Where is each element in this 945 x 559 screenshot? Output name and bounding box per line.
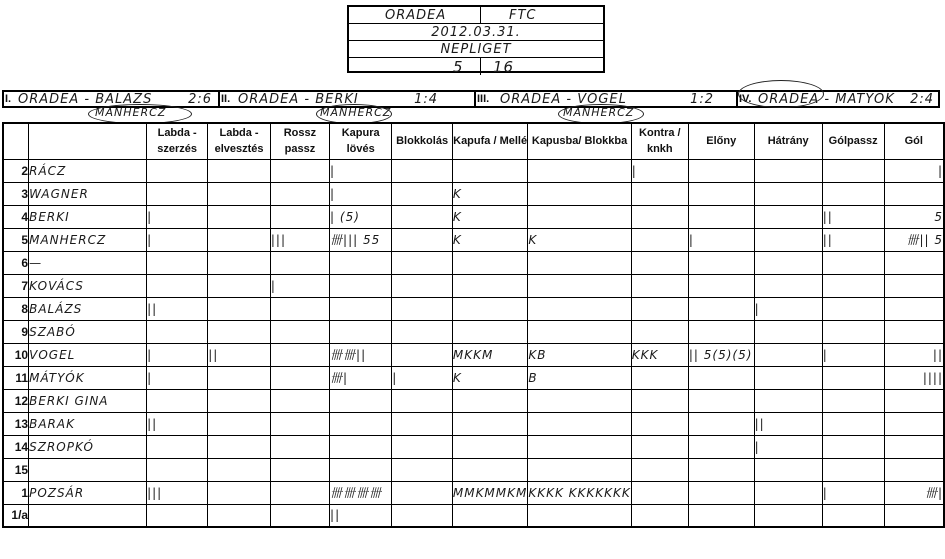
stat-cell <box>754 320 822 343</box>
stat-cell <box>631 251 688 274</box>
player-name <box>29 458 147 481</box>
table-row <box>3 297 944 320</box>
stat-cell <box>688 297 754 320</box>
stat-cell <box>884 320 944 343</box>
stat-cell <box>822 435 884 458</box>
stat-cell <box>884 504 944 527</box>
stat-cell <box>754 458 822 481</box>
goalkeeper-name-1: MANHERCZ <box>95 106 167 119</box>
stat-cell <box>688 366 754 389</box>
stat-cell <box>392 504 453 527</box>
stat-cell <box>330 458 392 481</box>
cap-number: 1 <box>3 481 29 504</box>
stat-cell <box>754 504 822 527</box>
home-score: 5 <box>453 57 464 76</box>
stat-cell <box>754 389 822 412</box>
stat-cell <box>270 458 329 481</box>
stat-cell <box>330 412 392 435</box>
player-name: BALÁZS <box>29 297 147 320</box>
period-1 <box>4 92 220 106</box>
stat-cell <box>528 182 631 205</box>
stat-cell: K <box>452 228 528 251</box>
stat-cell <box>392 274 453 297</box>
stat-cell <box>754 228 822 251</box>
table-row <box>3 389 944 412</box>
stat-cell <box>208 205 271 228</box>
stat-cell <box>452 159 528 182</box>
stat-cell: || 5(5)(5) <box>688 343 754 366</box>
stat-cell <box>392 159 453 182</box>
stat-cell <box>270 412 329 435</box>
stat-cell <box>822 412 884 435</box>
col-disadvantage: Hátrány <box>754 123 822 159</box>
venue-row <box>349 41 603 58</box>
stat-cell: || <box>208 343 271 366</box>
stat-cell <box>528 297 631 320</box>
stat-cell: || <box>822 205 884 228</box>
stat-cell <box>631 389 688 412</box>
stat-cell: | <box>754 297 822 320</box>
stat-cell <box>631 458 688 481</box>
stat-cell <box>528 274 631 297</box>
stat-cell <box>452 297 528 320</box>
stat-cell <box>528 412 631 435</box>
stat-cell <box>208 182 271 205</box>
period-score: 1:4 <box>414 92 438 107</box>
stat-cell <box>528 251 631 274</box>
player-name: SZROPKÓ <box>29 435 147 458</box>
stat-cell <box>208 481 271 504</box>
period-teams: ORADEA - VOGEL <box>500 92 627 107</box>
stat-cell: | <box>270 274 329 297</box>
stat-cell <box>688 205 754 228</box>
period-number: IV. <box>739 93 752 105</box>
stat-cell <box>147 389 208 412</box>
stat-cell <box>392 205 453 228</box>
cap-number: 9 <box>3 320 29 343</box>
player-name: VOGEL <box>29 343 147 366</box>
stat-cell <box>631 320 688 343</box>
player-name <box>29 504 147 527</box>
stat-cell <box>631 182 688 205</box>
stat-cell <box>392 251 453 274</box>
stat-cell <box>688 458 754 481</box>
stat-cell <box>270 320 329 343</box>
stat-cell <box>452 458 528 481</box>
stat-cell <box>452 274 528 297</box>
stat-cell <box>330 274 392 297</box>
table-row <box>3 458 944 481</box>
stat-cell <box>528 435 631 458</box>
table-row <box>3 320 944 343</box>
stat-cell: | <box>884 159 944 182</box>
period-number: III. <box>477 93 490 105</box>
stat-cell: K <box>452 366 528 389</box>
stat-cell <box>822 504 884 527</box>
stat-cell <box>330 389 392 412</box>
header-number <box>3 123 29 159</box>
stat-cell: || <box>754 412 822 435</box>
away-team: FTC <box>509 7 537 23</box>
stat-cell <box>452 412 528 435</box>
stat-cell <box>270 159 329 182</box>
period-teams: ORADEA - BALAZS <box>18 92 153 107</box>
table-row <box>3 159 944 182</box>
stat-cell <box>884 412 944 435</box>
stat-cell <box>631 228 688 251</box>
stat-cell <box>330 251 392 274</box>
table-header-row <box>3 123 944 159</box>
teams-row <box>349 7 603 24</box>
stat-cell <box>884 458 944 481</box>
stat-cell <box>208 297 271 320</box>
stat-cell: 卌| <box>884 481 944 504</box>
stat-cell <box>631 274 688 297</box>
table-row <box>3 343 944 366</box>
stat-cell <box>270 435 329 458</box>
stat-cell <box>147 320 208 343</box>
stat-cell <box>688 435 754 458</box>
stat-cell <box>392 481 453 504</box>
cap-number: 8 <box>3 297 29 320</box>
period-score: 1:2 <box>690 92 714 107</box>
col-ball-gain: Labda - szerzés <box>147 123 208 159</box>
match-date: 2012.03.31. <box>431 24 521 40</box>
player-name: POZSÁR <box>29 481 147 504</box>
col-shot-on-goal: Kapura lövés <box>330 123 392 159</box>
stat-cell: KB <box>528 343 631 366</box>
stat-cell <box>208 389 271 412</box>
stat-cell <box>754 274 822 297</box>
stat-cell <box>822 274 884 297</box>
stat-cell <box>754 159 822 182</box>
stat-cell <box>270 205 329 228</box>
stat-cell: 卌卌卌卌 <box>330 481 392 504</box>
player-name: MÁTYÓK <box>29 366 147 389</box>
stat-cell: MKKM <box>452 343 528 366</box>
table-body <box>3 159 944 527</box>
stat-cell <box>147 504 208 527</box>
stat-cell: || <box>147 412 208 435</box>
goalkeeper-name-2: MANHERCZ <box>320 106 392 119</box>
stat-cell <box>754 366 822 389</box>
cap-number: 4 <box>3 205 29 228</box>
stat-cell <box>147 435 208 458</box>
stat-cell: ||| <box>270 228 329 251</box>
table-row <box>3 228 944 251</box>
stat-cell <box>270 251 329 274</box>
stat-cell <box>631 412 688 435</box>
stat-cell <box>631 504 688 527</box>
cap-number: 13 <box>3 412 29 435</box>
col-block: Blokkolás <box>392 123 453 159</box>
stat-cell: || <box>822 228 884 251</box>
col-bad-pass: Rossz passz <box>270 123 329 159</box>
stat-cell <box>688 504 754 527</box>
stat-cell <box>208 228 271 251</box>
stat-cell: | <box>822 481 884 504</box>
stat-cell <box>270 182 329 205</box>
stat-cell: || <box>330 504 392 527</box>
stat-cell: | <box>147 228 208 251</box>
match-venue: NEPLIGET <box>440 41 512 57</box>
stat-cell <box>822 366 884 389</box>
stat-cell: | <box>688 228 754 251</box>
stat-cell <box>208 458 271 481</box>
stat-cell <box>452 320 528 343</box>
stat-cell <box>147 159 208 182</box>
player-name: BERKI <box>29 205 147 228</box>
stat-cell: MMKMMKM <box>452 481 528 504</box>
player-name: WAGNER <box>29 182 147 205</box>
cap-number: 14 <box>3 435 29 458</box>
stat-cell <box>822 389 884 412</box>
stat-cell: | <box>147 343 208 366</box>
stat-cell <box>631 435 688 458</box>
table-row <box>3 274 944 297</box>
stat-cell: 卌卌|| <box>330 343 392 366</box>
col-advantage: Előny <box>688 123 754 159</box>
stat-cell <box>884 182 944 205</box>
stat-cell <box>208 251 271 274</box>
stat-cell <box>884 389 944 412</box>
stat-cell <box>208 366 271 389</box>
period-teams: ORADEA - BERKI <box>238 92 359 107</box>
stat-cell <box>330 320 392 343</box>
player-name: KOVÁCS <box>29 274 147 297</box>
player-stats-table <box>2 122 945 528</box>
period-score: 2:6 <box>188 92 212 107</box>
stat-cell: B <box>528 366 631 389</box>
stat-cell <box>208 412 271 435</box>
stat-cell <box>884 274 944 297</box>
player-name: BERKI GINA <box>29 389 147 412</box>
stat-cell <box>208 159 271 182</box>
table-row <box>3 412 944 435</box>
stat-cell <box>754 205 822 228</box>
stat-cell <box>270 343 329 366</box>
stat-cell <box>330 435 392 458</box>
stat-cell: | <box>330 182 392 205</box>
stat-cell <box>688 159 754 182</box>
cap-number: 7 <box>3 274 29 297</box>
stat-cell: 卌| <box>330 366 392 389</box>
stat-cell <box>754 481 822 504</box>
stat-cell: | <box>631 159 688 182</box>
stat-cell <box>147 458 208 481</box>
stat-cell <box>688 182 754 205</box>
stat-cell: K <box>452 182 528 205</box>
col-goal: Gól <box>884 123 944 159</box>
stat-cell: | (5) <box>330 205 392 228</box>
stat-cell <box>392 389 453 412</box>
cap-number: 5 <box>3 228 29 251</box>
stat-cell: K <box>528 228 631 251</box>
stat-cell <box>528 320 631 343</box>
stat-cell <box>208 504 271 527</box>
stat-cell <box>631 205 688 228</box>
stat-cell: | <box>822 343 884 366</box>
stat-cell <box>392 412 453 435</box>
table-row <box>3 481 944 504</box>
table-row <box>3 182 944 205</box>
stat-cell <box>270 481 329 504</box>
stat-cell <box>270 366 329 389</box>
stat-cell <box>452 504 528 527</box>
stat-cell <box>528 504 631 527</box>
player-name: MANHERCZ <box>29 228 147 251</box>
stat-cell <box>822 182 884 205</box>
stat-cell <box>688 274 754 297</box>
stat-cell <box>208 320 271 343</box>
stat-cell <box>631 366 688 389</box>
stat-cell <box>822 251 884 274</box>
stat-cell: KKKK KKKKKKK <box>528 481 631 504</box>
stat-cell: || <box>884 343 944 366</box>
stat-cell <box>392 458 453 481</box>
col-post-miss: Kapufa / Mellé <box>452 123 528 159</box>
stat-cell <box>688 389 754 412</box>
stat-cell <box>270 389 329 412</box>
player-name: BARAK <box>29 412 147 435</box>
stat-cell <box>528 159 631 182</box>
stat-cell <box>688 412 754 435</box>
period-number: I. <box>5 93 12 105</box>
table-row <box>3 205 944 228</box>
stat-cell: || <box>147 297 208 320</box>
stat-cell <box>452 251 528 274</box>
stat-cell <box>884 251 944 274</box>
stat-cell: ||| <box>147 481 208 504</box>
stat-cell <box>688 481 754 504</box>
stat-cell: KKK <box>631 343 688 366</box>
stat-cell <box>631 481 688 504</box>
cap-number: 15 <box>3 458 29 481</box>
stat-cell <box>270 504 329 527</box>
period-score: 2:4 <box>910 92 934 107</box>
stat-cell <box>452 435 528 458</box>
cap-number: 12 <box>3 389 29 412</box>
stat-cell <box>392 228 453 251</box>
stat-cell <box>452 389 528 412</box>
stat-cell: 5 <box>884 205 944 228</box>
cap-number: 6 <box>3 251 29 274</box>
col-saved-blocked: Kapusba/ Blokkba <box>528 123 631 159</box>
stat-cell <box>392 435 453 458</box>
stat-cell: | <box>754 435 822 458</box>
col-counter: Kontra / knkh <box>631 123 688 159</box>
stat-cell: |||| <box>884 366 944 389</box>
player-name: SZABÓ <box>29 320 147 343</box>
stat-cell: | <box>392 366 453 389</box>
stat-cell <box>330 297 392 320</box>
date-row <box>349 24 603 41</box>
stat-cell: 卌||| 55 <box>330 228 392 251</box>
stat-cell <box>688 320 754 343</box>
col-assist: Gólpassz <box>822 123 884 159</box>
stat-cell <box>392 182 453 205</box>
goalkeeper-name-3: MANHERCZ <box>563 106 635 119</box>
stat-cell <box>208 274 271 297</box>
stat-cell <box>822 159 884 182</box>
cap-number: 10 <box>3 343 29 366</box>
stat-cell <box>884 297 944 320</box>
table-row <box>3 435 944 458</box>
stat-cell: 卌|| 5 <box>884 228 944 251</box>
stat-cell <box>822 320 884 343</box>
stat-cell: | <box>330 159 392 182</box>
stat-cell <box>528 205 631 228</box>
stat-cell <box>528 458 631 481</box>
cap-number: 2 <box>3 159 29 182</box>
stat-cell <box>208 435 271 458</box>
home-team: ORADEA <box>385 7 447 23</box>
header-name <box>29 123 147 159</box>
period-number: II. <box>221 93 231 105</box>
stat-cell <box>754 251 822 274</box>
stat-cell <box>392 343 453 366</box>
table-row <box>3 504 944 527</box>
cap-number: 11 <box>3 366 29 389</box>
stat-cell <box>392 320 453 343</box>
cap-number: 3 <box>3 182 29 205</box>
stat-cell: K <box>452 205 528 228</box>
stat-cell: | <box>147 205 208 228</box>
stat-cell <box>147 251 208 274</box>
stat-cell <box>392 297 453 320</box>
stat-cell <box>754 343 822 366</box>
table-row <box>3 251 944 274</box>
stat-cell <box>754 182 822 205</box>
score-row <box>349 58 603 75</box>
cap-number: 1/a <box>3 504 29 527</box>
stat-cell <box>147 274 208 297</box>
team-circle-period-4 <box>738 80 824 108</box>
stat-cell: | <box>147 366 208 389</box>
stat-cell <box>688 251 754 274</box>
period-teams: ORADEA - MATYOK <box>758 92 895 107</box>
stat-cell <box>528 389 631 412</box>
table-row <box>3 366 944 389</box>
stat-cell <box>822 297 884 320</box>
stat-cell <box>147 182 208 205</box>
stat-cell <box>270 297 329 320</box>
stat-cell <box>822 458 884 481</box>
player-name: — <box>29 251 147 274</box>
col-ball-loss: Labda - elvesztés <box>208 123 271 159</box>
away-score: 16 <box>493 57 515 76</box>
stat-cell <box>884 435 944 458</box>
player-name: RÁCZ <box>29 159 147 182</box>
match-header-box <box>347 5 605 76</box>
stat-cell <box>631 297 688 320</box>
